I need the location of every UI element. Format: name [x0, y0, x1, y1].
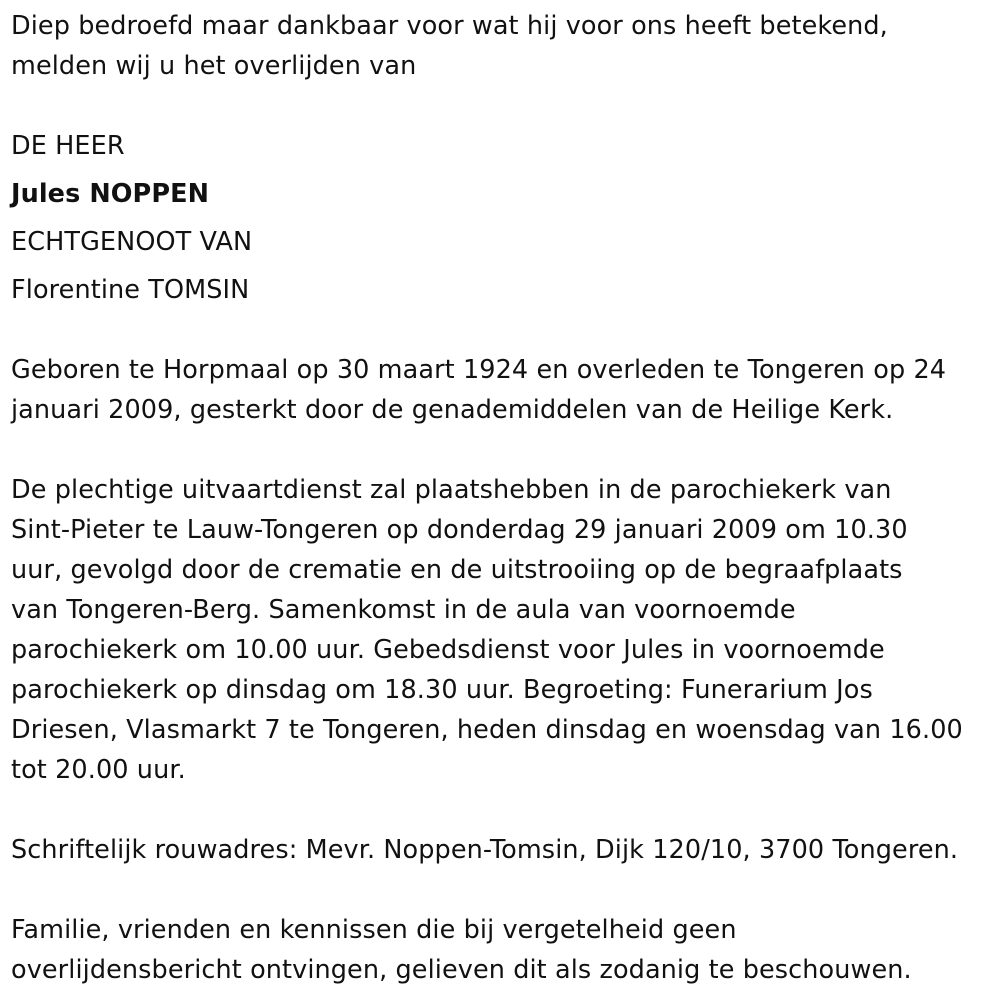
intro-line-2: melden wij u het overlijden van	[11, 51, 417, 81]
deceased-title: DE HEER	[11, 131, 125, 161]
service-line-6: parochiekerk op dinsdag om 18.30 uur. Begroeting: Funerarium Jos	[11, 675, 873, 705]
deceased-name: Jules NOPPEN	[11, 179, 210, 209]
service-line-7: Driesen, Vlasmarkt 7 te Tongeren, heden dinsdag en woensdag van 16.00	[11, 715, 963, 745]
service-line-8: tot 20.00 uur.	[11, 755, 186, 785]
birth-line-2: januari 2009, gesterkt door de genademiddelen van de Heilige Kerk.	[11, 395, 894, 425]
birth-line-1: Geboren te Horpmaal op 30 maart 1924 en overleden te Tongeren op 24	[11, 355, 947, 385]
intro-line-1: Diep bedroefd maar dankbaar voor wat hij voor ons heeft betekend,	[11, 11, 888, 41]
service-line-1: De plechtige uitvaartdienst zal plaatshebben in de parochiekerk van	[11, 475, 892, 505]
mourning-address: Schriftelijk rouwadres: Mevr. Noppen-Tomsin, Dijk 120/10, 3700 Tongeren.	[11, 835, 959, 865]
deceased-relation: ECHTGENOOT VAN	[11, 227, 253, 257]
service-line-2: Sint-Pieter te Lauw-Tongeren op donderdag 29 januari 2009 om 10.30	[11, 515, 908, 545]
closing-line-2: overlijdensbericht ontvingen, gelieven dit als zodanig te beschouwen.	[11, 955, 912, 985]
closing-line-1: Familie, vrienden en kennissen die bij vergetelheid geen	[11, 915, 737, 945]
service-line-5: parochiekerk om 10.00 uur. Gebedsdienst voor Jules in voornoemde	[11, 635, 885, 665]
spouse-name: Florentine TOMSIN	[11, 275, 250, 305]
service-line-3: uur, gevolgd door de crematie en de uitstrooiing op de begraafplaats	[11, 555, 903, 585]
service-line-4: van Tongeren-Berg. Samenkomst in de aula van voornoemde	[11, 595, 796, 625]
